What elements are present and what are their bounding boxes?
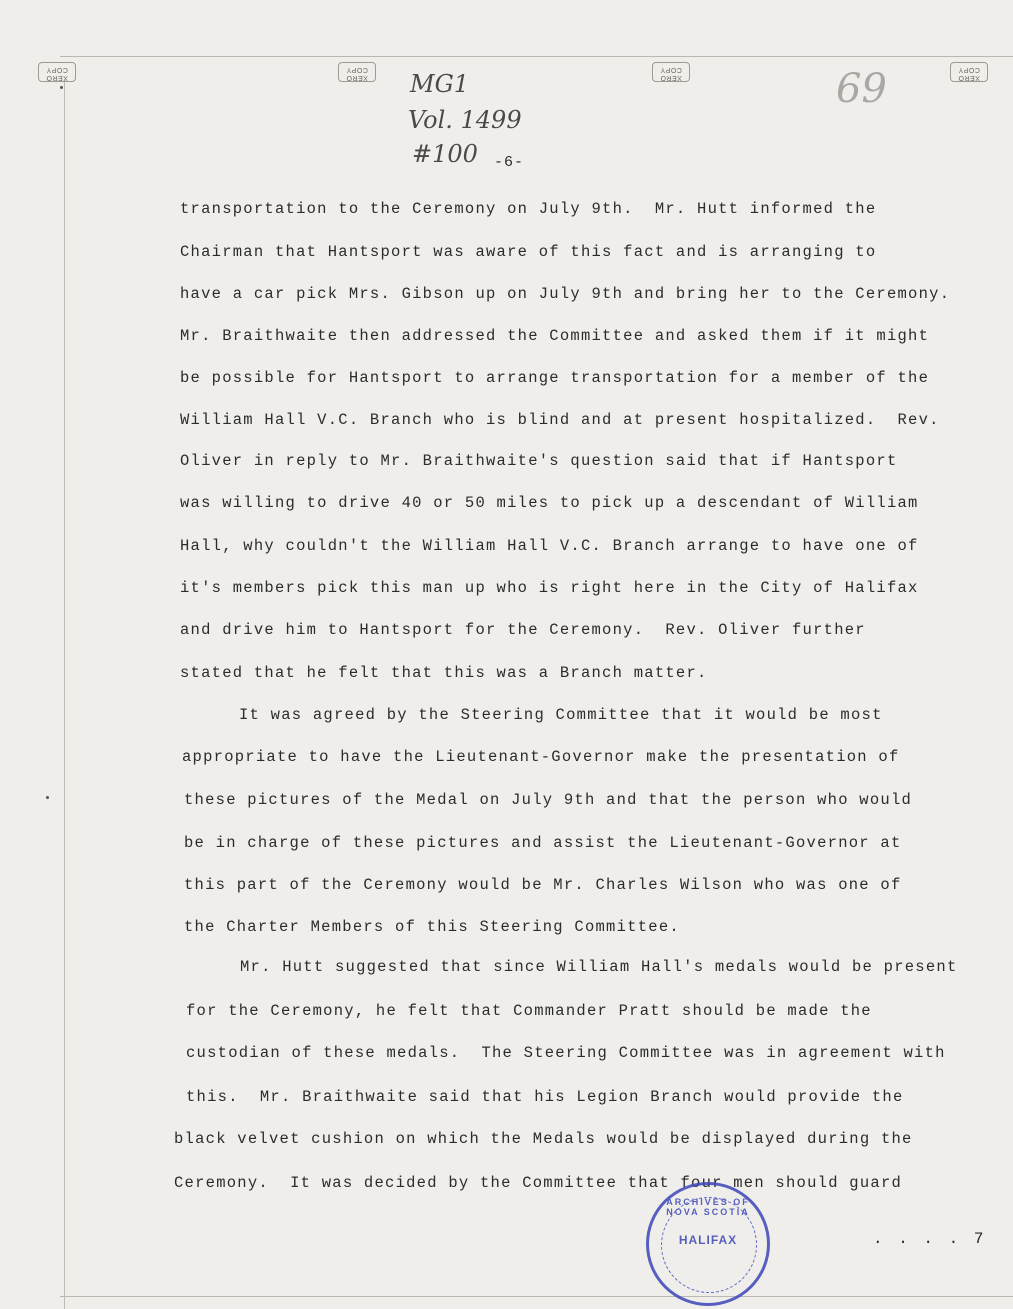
body-line: custodian of these medals. The Steering Committee was in agreement with — [186, 1044, 946, 1062]
body-line: Hall, why couldn't the William Hall V.C. Branch arrange to have one of — [180, 537, 919, 555]
continued-marker: . . . . 7 — [873, 1230, 987, 1248]
speck-mark — [60, 86, 63, 89]
body-line: William Hall V.C. Branch who is blind and at present hospitalized. Rev. — [180, 411, 940, 429]
bottom-edge-line — [60, 1296, 1013, 1297]
xero-copy-stamp: XERO COPY — [950, 62, 988, 82]
body-line: was willing to drive 40 or 50 miles to pick up a descendant of William — [180, 494, 919, 512]
xero-copy-stamp: XERO COPY — [38, 62, 76, 82]
body-line: Ceremony. It was decided by the Committee that four men should guard — [174, 1174, 903, 1192]
body-line: Oliver in reply to Mr. Braithwaite's question said that if Hantsport — [180, 452, 898, 470]
left-margin-line — [64, 80, 65, 1309]
top-edge-line — [60, 56, 1013, 57]
xero-copy-stamp: XERO COPY — [652, 62, 690, 82]
body-line: Mr. Hutt suggested that since William Hall's medals would be present — [240, 958, 958, 976]
body-line: Chairman that Hantsport was aware of this fact and is arranging to — [180, 243, 877, 261]
handwritten-page-number: 69 — [836, 66, 887, 112]
page-label: -6- — [494, 154, 525, 171]
body-line: the Charter Members of this Steering Committee. — [184, 918, 680, 936]
handwritten-ref-line2: Vol. 1499 — [408, 106, 522, 134]
body-line: and drive him to Hantsport for the Ceremony. Rev. Oliver further — [180, 621, 866, 639]
xero-copy-stamp: XERO COPY — [338, 62, 376, 82]
handwritten-ref-line3: #100 — [412, 140, 478, 168]
body-line: these pictures of the Medal on July 9th and that the person who would — [184, 791, 913, 809]
body-line: be in charge of these pictures and assist the Lieutenant-Governor at — [184, 834, 902, 852]
body-line: for the Ceremony, he felt that Commander Pratt should be made the — [186, 1002, 872, 1020]
handwritten-ref-line1: MG1 — [410, 70, 470, 98]
body-line: have a car pick Mrs. Gibson up on July 9th and bring her to the Ceremony. — [180, 285, 951, 303]
body-line: appropriate to have the Lieutenant-Governor make the presentation of — [182, 748, 900, 766]
body-line: black velvet cushion on which the Medals would be displayed during the — [174, 1130, 913, 1148]
body-line: It was agreed by the Steering Committee that it would be most — [239, 706, 883, 724]
body-line: be possible for Hantsport to arrange transportation for a member of the — [180, 369, 930, 387]
body-line: this part of the Ceremony would be Mr. Charles Wilson who was one of — [184, 876, 902, 894]
body-line: this. Mr. Braithwaite said that his Legion Branch would provide the — [186, 1088, 904, 1106]
archives-seal-stamp: ARCHIVES OF NOVA SCOTIA HALIFAX — [646, 1182, 770, 1306]
body-line: stated that he felt that this was a Branch matter. — [180, 664, 708, 682]
body-line: Mr. Braithwaite then addressed the Committee and asked them if it might — [180, 327, 930, 345]
speck-mark — [46, 796, 49, 799]
body-line: transportation to the Ceremony on July 9th. Mr. Hutt informed the — [180, 200, 877, 218]
body-line: it's members pick this man up who is right here in the City of Halifax — [180, 579, 919, 597]
